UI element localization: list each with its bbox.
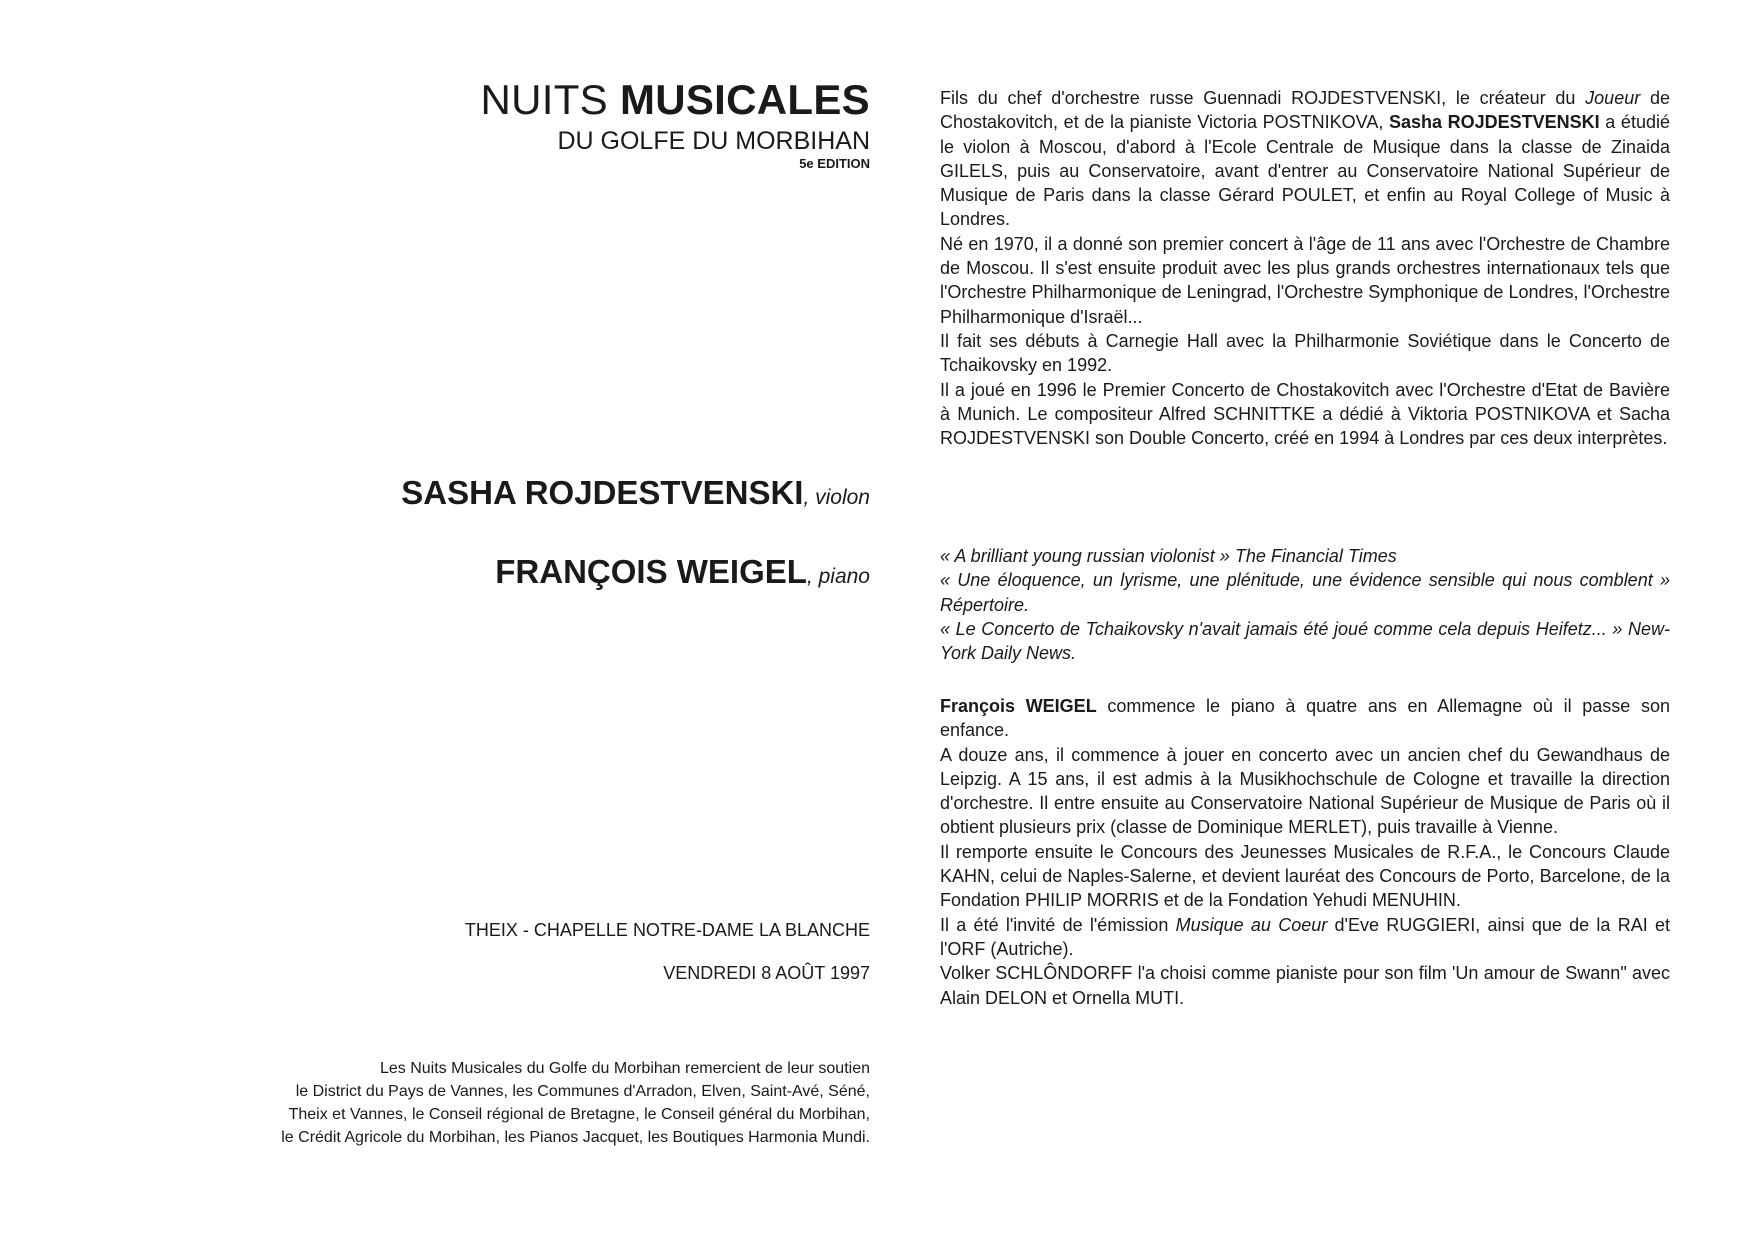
thanks-line: le Crédit Agricole du Morbihan, les Pianos Jacquet, les Boutiques Harmonia Mundi. (281, 1129, 870, 1146)
thanks-line: le District du Pays de Vannes, les Communes d'Arradon, Elven, Saint-Avé, Séné, (295, 1083, 870, 1100)
performer-violinist (401, 474, 870, 512)
bio-paragraph (940, 913, 1670, 962)
bio-text: de Chostakovitch, et de la pianiste Victoria POSTNIKOVA, (940, 88, 1670, 133)
festival-title-light: NUITS (480, 76, 620, 123)
festival-edition: 5e EDITION (799, 156, 870, 171)
press-quotes (940, 544, 1670, 665)
bio-paragraph: Il fait ses débuts à Carnegie Hall avec la Philharmonie Soviétique dans le Concerto de Tchaikovsky en 1992. (940, 330, 1670, 376)
performer-name: FRANÇOIS WEIGEL (495, 553, 807, 590)
bio-text: Fils du chef d'orchestre russe Guennadi ROJDESTVENSKI, le créateur du (940, 88, 1586, 108)
bio-paragraph (940, 86, 1670, 232)
artist-name: François WEIGEL (940, 696, 1097, 716)
bio-text: Il a été l'invité de l'émission (940, 914, 1176, 935)
biography-sasha (940, 86, 1670, 450)
thanks-line: Theix et Vannes, le Conseil régional de Bretagne, le Conseil général du Morbihan, (288, 1106, 870, 1123)
event-venue: THEIX - CHAPELLE NOTRE-DAME LA BLANCHE (464, 920, 870, 940)
biography-francois (940, 694, 1670, 1010)
bio-paragraph: Volker SCHLÔNDORFF l'a choisi comme pianiste pour son film 'Un amour de Swann" avec Alain DELON et Ornella MUTI. (940, 963, 1670, 1008)
performer-instrument: , piano (806, 565, 870, 588)
bio-text: commence le piano à quatre ans en Allemagne où il passe son enfance. (940, 696, 1670, 741)
bio-paragraph: Né en 1970, il a donné son premier concert à l'âge de 11 ans avec l'Orchestre de Chambre de Moscou. Il s'est ensuite produit avec les plus grands orchestres internationaux tels que l'Orchestre Philharmonique de Leningrad, l'Orchestre Symphonique de Londres, l'Orchestre Philharmonique d'Israël... (940, 233, 1670, 327)
bio-text: d'Eve RUGGIERI, ainsi que de la RAI et l'ORF (Autriche). (940, 914, 1670, 959)
sponsor-thanks (140, 1057, 870, 1149)
festival-title (480, 76, 870, 124)
thanks-line: Les Nuits Musicales du Golfe du Morbihan remercient de leur soutien (379, 1060, 870, 1077)
press-quote: « Le Concerto de Tchaikovsky n'avait jamais été joué comme cela depuis Heifetz... » New-York Daily News. (940, 618, 1670, 664)
bio-paragraph: Il remporte ensuite le Concours des Jeunesses Musicales de R.F.A., le Concours Claude KAHN, celui de Naples-Salerne, et devient lauréat des Concours de Porto, Barcelone, de la Fondation PHILIP MORRIS et de la Fondation Yehudi MENUHIN. (940, 841, 1670, 911)
press-quote: « A brilliant young russian violonist » The Financial Times (940, 546, 1397, 566)
press-quote: « Une éloquence, un lyrisme, une plénitude, une évidence sensible qui nous comblent » Répertoire. (940, 570, 1670, 615)
left-column (140, 0, 870, 1239)
bio-text: a étudié le violon à Moscou, d'abord à l'Ecole Centrale de Musique dans la classe de Zinaida GILELS, puis au Conservatoire, avant d'entrer au Conservatoire National Supérieur de Musique de Paris dans la classe Gérard POULET, et enfin au Royal College of Music à Londres. (940, 112, 1670, 230)
show-title: Musique au Coeur (1175, 914, 1328, 935)
festival-subtitle: DU GOLFE DU MORBIHAN (557, 127, 870, 155)
performer-name: SASHA ROJDESTVENSKI (401, 474, 804, 511)
performer-pianist (495, 553, 870, 591)
bio-paragraph: Il a joué en 1996 le Premier Concerto de Chostakovitch avec l'Orchestre d'Etat de Bavière à Munich. Le compositeur Alfred SCHNITTKE a dédié à Viktoria POSTNIKOVA et Sacha ROJDESTVENSKI son Double Concerto, créé en 1994 à Londres par ces deux interprètes. (940, 379, 1670, 449)
work-title: Joueur (1585, 88, 1641, 108)
festival-title-bold: MUSICALES (619, 76, 870, 123)
artist-name: Sasha ROJDESTVENSKI (1388, 112, 1600, 133)
bio-paragraph: A douze ans, il commence à jouer en concerto avec un ancien chef du Gewandhaus de Leipzig. A 15 ans, il est admis à la Musikhochschule de Cologne et travaille la direction d'orchestre. Il entre ensuite au Conservatoire National Supérieur de Musique de Paris où il obtient plusieurs prix (classe de Dominique MERLET), puis travaille à Vienne. (940, 744, 1670, 838)
event-date: VENDREDI 8 AOÛT 1997 (663, 963, 870, 983)
bio-paragraph (940, 694, 1670, 743)
performer-instrument: , violon (803, 486, 870, 509)
